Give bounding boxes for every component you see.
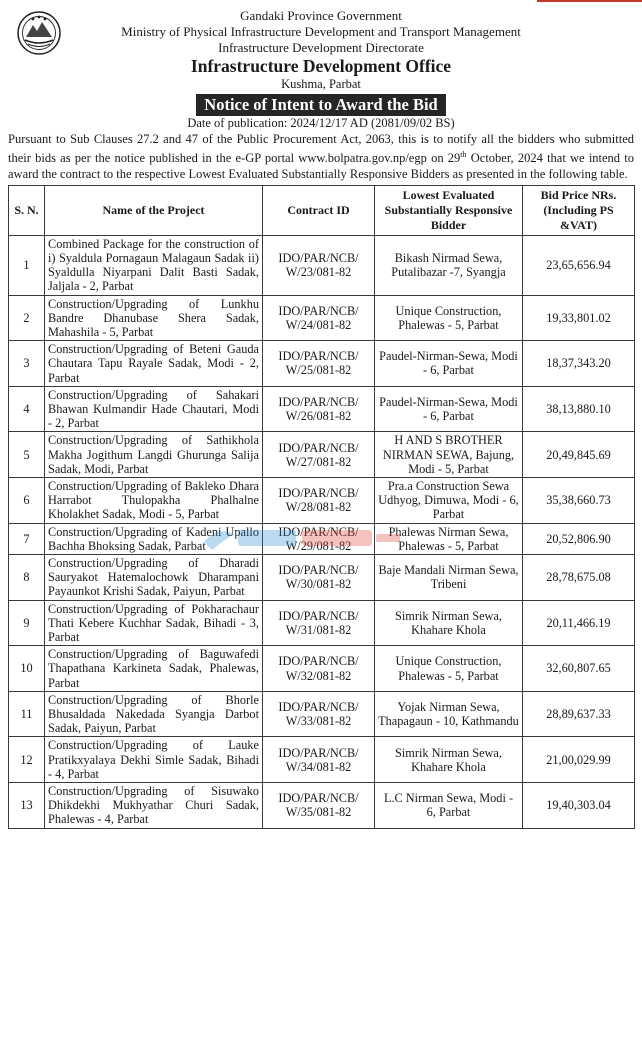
cell-contract-id: IDO/PAR/NCB/ W/25/081-82: [263, 341, 375, 387]
table-body: [9, 235, 635, 828]
cell-sn: 2: [9, 295, 45, 341]
office-name: Infrastructure Development Office: [190, 56, 452, 76]
cell-project: Combined Package for the construction of i) Syaldula Pornagaun Malagaun Sadak ii) Syaldulla Niyarpani Dalit Basti Sadak, Jaljala - 2, Parbat: [45, 235, 263, 295]
header-bidder: Lowest Evaluated Substantially Responsive Bidder: [375, 185, 523, 235]
cell-sn: 10: [9, 646, 45, 692]
intro-text-a: Pursuant to Sub Clauses 27.2 and 47 of the Public Procurement Act, 2063, this is to notify all the bidders who submitted their bids as per the notice published in the e-GP portal www.bolpatra.gov.np/egp on 29: [8, 132, 634, 166]
cell-sn: 4: [9, 386, 45, 432]
table-row: [9, 295, 635, 341]
cell-project: Construction/Upgrading of Baguwafedi Thapathana Karkineta Sadak, Phalewas, Parbat: [45, 646, 263, 692]
table-header-row: [9, 185, 635, 235]
office-location: Kushma, Parbat: [281, 77, 361, 91]
cell-sn: 3: [9, 341, 45, 387]
cell-sn: 1: [9, 235, 45, 295]
cell-bid-price: 19,40,303.04: [523, 783, 635, 829]
cell-sn: 7: [9, 523, 45, 554]
ministry-name: Ministry of Physical Infrastructure Development and Transport Management: [121, 24, 521, 39]
directorate-name: Infrastructure Development Directorate: [218, 40, 424, 55]
cell-bidder: Bikash Nirmad Sewa, Putalibazar -7, Syangja: [375, 235, 523, 295]
table-row: [9, 523, 635, 554]
cell-contract-id: IDO/PAR/NCB/ W/27/081-82: [263, 432, 375, 478]
cell-bidder: Paudel-Nirman-Sewa, Modi - 6, Parbat: [375, 386, 523, 432]
cell-contract-id: IDO/PAR/NCB/ W/32/081-82: [263, 646, 375, 692]
cell-sn: 13: [9, 783, 45, 829]
cell-project: Construction/Upgrading of Bhorle Bhusaldada Nakedada Syangja Darbot Sadak, Paiyun, Parbat: [45, 691, 263, 737]
publication-date: Date of publication: 2024/12/17 AD (2081/09/02 BS): [187, 116, 455, 130]
cell-bid-price: 20,52,806.90: [523, 523, 635, 554]
intro-superscript: th: [460, 150, 467, 160]
cell-bid-price: 38,13,880.10: [523, 386, 635, 432]
cell-project: Construction/Upgrading of Kadeni Upallo Bachha Bhoksing Sadak, Parbat: [45, 523, 263, 554]
cell-bid-price: 21,00,029.99: [523, 737, 635, 783]
cell-bid-price: 20,49,845.69: [523, 432, 635, 478]
cell-bidder: Yojak Nirman Sewa, Thapagaun - 10, Kathmandu: [375, 691, 523, 737]
cell-contract-id: IDO/PAR/NCB/ W/24/081-82: [263, 295, 375, 341]
province-name: Gandaki Province Government: [240, 8, 402, 23]
table-row: [9, 783, 635, 829]
cell-bidder: Simrik Nirman Sewa, Khahare Khola: [375, 737, 523, 783]
notice-title: Notice of Intent to Award the Bid: [196, 94, 445, 116]
cell-contract-id: IDO/PAR/NCB/ W/23/081-82: [263, 235, 375, 295]
cell-bidder: Baje Mandali Nirman Sewa, Tribeni: [375, 555, 523, 601]
cell-bidder: L.C Nirman Sewa, Modi - 6, Parbat: [375, 783, 523, 829]
cell-project: Construction/Upgrading of Sathikhola Makha Jogithum Langdi Ghurunga Salija Sadak, Modi, Parbat: [45, 432, 263, 478]
cell-contract-id: IDO/PAR/NCB/ W/28/081-82: [263, 478, 375, 524]
cell-bidder: Simrik Nirman Sewa, Khahare Khola: [375, 600, 523, 646]
cell-sn: 6: [9, 478, 45, 524]
table-row: [9, 737, 635, 783]
cell-contract-id: IDO/PAR/NCB/ W/35/081-82: [263, 783, 375, 829]
award-table: [8, 185, 635, 829]
cell-project: Construction/Upgrading of Lunkhu Bandre Dhanubase Shera Sadak, Mahashila - 5, Parbat: [45, 295, 263, 341]
cell-sn: 9: [9, 600, 45, 646]
header-bid-price: Bid Price NRs. (Including PS &VAT): [523, 185, 635, 235]
header-project: Name of the Project: [45, 185, 263, 235]
cell-bid-price: 28,78,675.08: [523, 555, 635, 601]
cell-bidder: Unique Construction, Phalewas - 5, Parbat: [375, 646, 523, 692]
cell-sn: 11: [9, 691, 45, 737]
cell-bid-price: 35,38,660.73: [523, 478, 635, 524]
table-row: [9, 555, 635, 601]
table-row: [9, 646, 635, 692]
cell-contract-id: IDO/PAR/NCB/ W/26/081-82: [263, 386, 375, 432]
cell-bid-price: 28,89,637.33: [523, 691, 635, 737]
cell-bidder: Unique Construction, Phalewas - 5, Parbat: [375, 295, 523, 341]
table-row: [9, 341, 635, 387]
cell-contract-id: IDO/PAR/NCB/ W/34/081-82: [263, 737, 375, 783]
cell-project: Construction/Upgrading of Sisuwako Dhikdekhi Mukhyathar Churi Sadak, Phalewas - 4, Parbat: [45, 783, 263, 829]
header-contract-id: Contract ID: [263, 185, 375, 235]
notice-header: [8, 0, 634, 131]
cell-contract-id: IDO/PAR/NCB/ W/33/081-82: [263, 691, 375, 737]
cell-sn: 12: [9, 737, 45, 783]
cell-project: Construction/Upgrading of Bakleko Dhara Harrabot Thulopakha Phalhalne Kholakhet Sadak, Modi - 5, Parbat: [45, 478, 263, 524]
cell-bid-price: 20,11,466.19: [523, 600, 635, 646]
cell-bid-price: 23,65,656.94: [523, 235, 635, 295]
table-row: [9, 478, 635, 524]
cell-sn: 8: [9, 555, 45, 601]
cell-contract-id: IDO/PAR/NCB/ W/31/081-82: [263, 600, 375, 646]
cell-contract-id: IDO/PAR/NCB/ W/30/081-82: [263, 555, 375, 601]
cell-bidder: Paudel-Nirman-Sewa, Modi - 6, Parbat: [375, 341, 523, 387]
cell-project: Construction/Upgrading of Sahakari Bhawan Kulmandir Hade Chautari, Modi - 2, Parbat: [45, 386, 263, 432]
cell-bidder: Phalewas Nirman Sewa, Phalewas - 5, Parbat: [375, 523, 523, 554]
cell-bid-price: 19,33,801.02: [523, 295, 635, 341]
cell-project: Construction/Upgrading of Beteni Gauda Chautara Tapu Rayale Sadak, Modi - 2, Parbat: [45, 341, 263, 387]
government-emblem-icon: [16, 10, 62, 56]
cell-project: Construction/Upgrading of Pokharachaur Thati Kebere Kuchhar Sadak, Bihadi - 3, Parbat: [45, 600, 263, 646]
table-row: [9, 600, 635, 646]
cell-project: Construction/Upgrading of Lauke Pratikxyalaya Dekhi Simle Sadak, Bihadi - 4, Parbat: [45, 737, 263, 783]
intro-text-b: October, 2024 that we intend to award the contract to the respective Lowest Evaluated Substantially Responsive Bidders as presented in the following table.: [8, 151, 634, 181]
cell-project: Construction/Upgrading of Dharadi Sauryakot Hatemalochowk Dharampani Payaunkot Krishi Sadak, Paiyun, Parbat: [45, 555, 263, 601]
cell-bidder: H AND S BROTHER NIRMAN SEWA, Bajung, Modi - 5, Parbat: [375, 432, 523, 478]
header-sn: S. N.: [9, 185, 45, 235]
cell-sn: 5: [9, 432, 45, 478]
accent-bar: [537, 0, 642, 2]
table-row: [9, 432, 635, 478]
cell-bid-price: 18,37,343.20: [523, 341, 635, 387]
cell-contract-id: IDO/PAR/NCB/ W/29/081-82: [263, 523, 375, 554]
intro-paragraph: [8, 132, 634, 182]
cell-bid-price: 32,60,807.65: [523, 646, 635, 692]
table-row: [9, 691, 635, 737]
cell-bidder: Pra.a Construction Sewa Udhyog, Dimuwa, Modi - 6, Parbat: [375, 478, 523, 524]
table-row: [9, 386, 635, 432]
table-row: [9, 235, 635, 295]
